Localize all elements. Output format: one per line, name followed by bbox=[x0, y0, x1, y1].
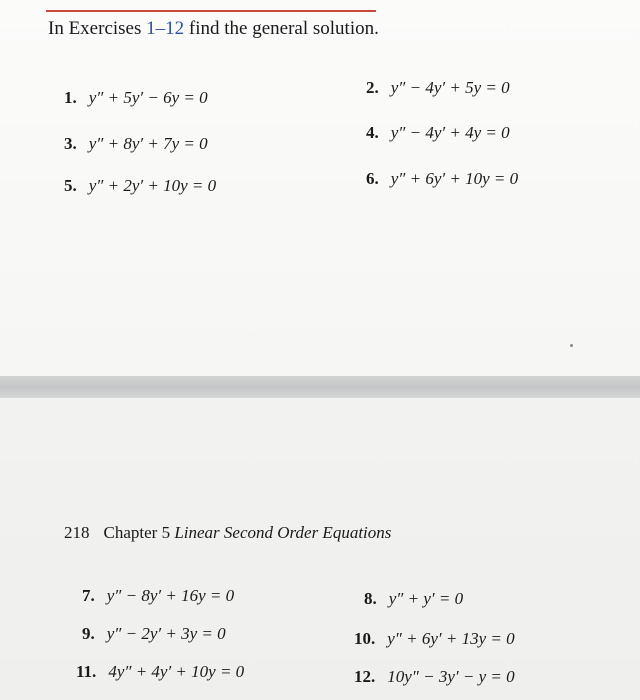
exercise-equation: y″ + 2y′ + 10y = 0 bbox=[88, 176, 217, 195]
red-rule bbox=[46, 10, 376, 12]
exercise-equation: y″ + 6y′ + 13y = 0 bbox=[387, 629, 515, 648]
exercise-4 bbox=[366, 123, 510, 143]
exercise-6 bbox=[366, 169, 518, 189]
exercise-number: 2. bbox=[366, 78, 379, 97]
exercise-7 bbox=[82, 586, 234, 606]
running-head bbox=[64, 523, 391, 543]
exercise-number: 3. bbox=[64, 134, 77, 153]
chapter-label: Chapter 5 bbox=[103, 523, 171, 542]
exercise-equation: y″ + 6y′ + 10y = 0 bbox=[390, 169, 519, 188]
exercise-number: 4. bbox=[366, 123, 379, 142]
exercise-1 bbox=[64, 88, 208, 108]
intro-prefix: In Exercises bbox=[48, 18, 147, 39]
exercise-equation: 4y″ + 4y′ + 10y = 0 bbox=[108, 662, 245, 681]
page-gap bbox=[0, 376, 640, 398]
exercise-number: 5. bbox=[64, 176, 77, 195]
exercise-10 bbox=[354, 629, 515, 649]
exercise-number: 11. bbox=[76, 662, 97, 681]
lower-page bbox=[0, 398, 640, 700]
chapter-title: Linear Second Order Equations bbox=[174, 523, 392, 542]
exercise-instructions bbox=[48, 18, 379, 40]
speck bbox=[570, 344, 573, 347]
exercise-2 bbox=[366, 78, 510, 98]
exercise-equation: y″ − 4y′ + 4y = 0 bbox=[390, 123, 510, 142]
exercise-12 bbox=[354, 667, 515, 687]
exercise-number: 7. bbox=[82, 586, 95, 605]
exercise-number: 1. bbox=[64, 88, 77, 107]
exercise-equation: y″ + 8y′ + 7y = 0 bbox=[88, 134, 208, 153]
exercise-number: 10. bbox=[354, 629, 376, 648]
exercise-equation: y″ − 4y′ + 5y = 0 bbox=[390, 78, 510, 97]
exercise-equation: y″ + 5y′ − 6y = 0 bbox=[88, 88, 208, 107]
page-number: 218 bbox=[64, 523, 90, 542]
exercise-11 bbox=[76, 662, 244, 682]
exercise-3 bbox=[64, 134, 208, 154]
intro-suffix: find the general solution. bbox=[184, 18, 379, 39]
exercise-equation: y″ + y′ = 0 bbox=[388, 589, 464, 608]
exercise-equation: 10y″ − 3y′ − y = 0 bbox=[387, 667, 515, 686]
exercise-5 bbox=[64, 176, 216, 196]
exercise-number: 9. bbox=[82, 624, 95, 643]
exercise-8 bbox=[364, 589, 463, 609]
exercise-9 bbox=[82, 624, 226, 644]
exercise-equation: y″ − 8y′ + 16y = 0 bbox=[106, 586, 235, 605]
exercise-number: 6. bbox=[366, 169, 379, 188]
exercise-number: 8. bbox=[364, 589, 377, 608]
exercise-equation: y″ − 2y′ + 3y = 0 bbox=[106, 624, 226, 643]
exercise-range-link: 1–12 bbox=[146, 18, 185, 39]
exercise-number: 12. bbox=[354, 667, 376, 686]
